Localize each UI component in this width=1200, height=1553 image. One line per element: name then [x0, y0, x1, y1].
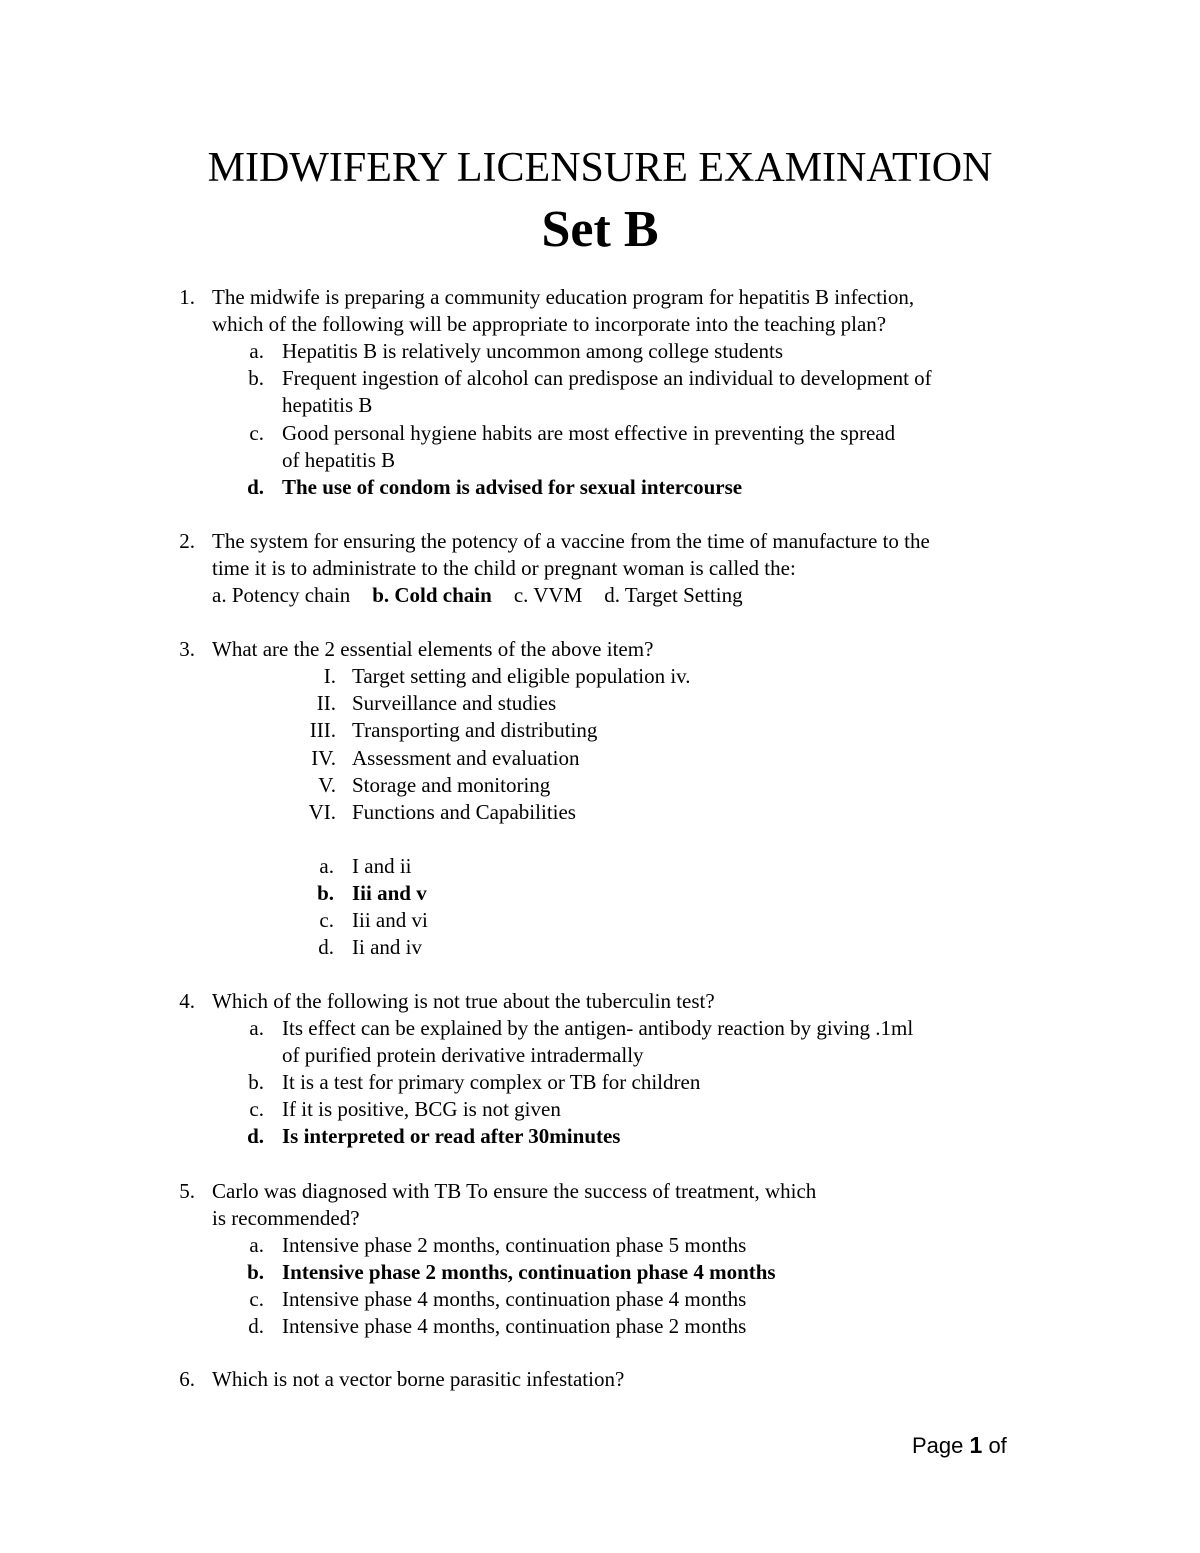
question-stem-line: time it is to administrate to the child or pregnant woman is called the:: [212, 556, 796, 580]
roman-item-text: Transporting and distributing: [352, 718, 598, 742]
option-text: Intensive phase 4 months, continuation phase 2 months: [282, 1314, 747, 1338]
option-letter: c.: [249, 1097, 264, 1121]
question-number: 3.: [179, 637, 195, 661]
inline-option: d. Target Setting: [604, 583, 743, 607]
option-text-correct: The use of condom is advised for sexual intercourse: [282, 475, 743, 499]
question-number: 2.: [179, 529, 195, 553]
inline-option: c. VVM: [513, 583, 583, 607]
question-stem-line: What are the 2 essential elements of the above item?: [212, 637, 654, 661]
question-number: 6.: [179, 1367, 195, 1391]
option-letter-correct: d.: [247, 475, 264, 499]
roman-item-text: Storage and monitoring: [352, 773, 551, 797]
roman-numeral: IV.: [311, 746, 336, 770]
option-text-correct: Is interpreted or read after 30minutes: [282, 1124, 621, 1148]
inline-option: a. Potency chain: [212, 583, 351, 607]
question-stem-line: Carlo was diagnosed with TB To ensure the success of treatment, which: [212, 1179, 817, 1203]
option-letter: c.: [319, 908, 334, 932]
option-text: Its effect can be explained by the antigen- antibody reaction by giving .1ml: [282, 1016, 914, 1040]
question-stem-line: The system for ensuring the potency of a vaccine from the time of manufacture to the: [212, 529, 930, 553]
option-letter: d.: [248, 1314, 264, 1338]
option-letter: a.: [249, 1016, 264, 1040]
inline-option-correct: b. Cold chain: [372, 583, 492, 607]
option-letter-correct: b.: [317, 881, 334, 905]
page-label: Page: [912, 1433, 964, 1458]
roman-numeral: III.: [309, 718, 336, 742]
option-text: Hepatitis B is relatively uncommon among college students: [282, 339, 783, 363]
page-number: 1: [969, 1432, 983, 1458]
option-text-correct: Iii and v: [352, 881, 427, 905]
option-text: Intensive phase 4 months, continuation phase 4 months: [282, 1287, 747, 1311]
option-letter-correct: d.: [247, 1124, 264, 1148]
page-footer: [912, 1431, 1007, 1460]
inline-options: [212, 582, 743, 609]
page-of-label: of: [988, 1433, 1007, 1458]
option-letter-correct: b.: [247, 1260, 264, 1284]
option-letter: b.: [248, 366, 264, 390]
question-stem-line: Which is not a vector borne parasitic infestation?: [212, 1367, 625, 1391]
option-text: If it is positive, BCG is not given: [282, 1097, 561, 1121]
option-text: I and ii: [352, 854, 412, 878]
question-stem-line: Which of the following is not true about the tuberculin test?: [212, 989, 715, 1013]
question-number: 1.: [179, 285, 195, 309]
roman-numeral: I.: [323, 664, 336, 688]
option-text: Frequent ingestion of alcohol can predispose an individual to development of: [282, 366, 932, 390]
option-letter: d.: [318, 935, 334, 959]
question-number: 4.: [179, 989, 195, 1013]
option-letter: c.: [249, 421, 264, 445]
option-text: hepatitis B: [282, 393, 373, 417]
option-letter: b.: [248, 1070, 264, 1094]
option-text: Good personal hygiene habits are most effective in preventing the spread: [282, 421, 896, 445]
roman-numeral: V.: [318, 773, 336, 797]
option-text-correct: Intensive phase 2 months, continuation phase 4 months: [282, 1260, 776, 1284]
roman-numeral: VI.: [308, 800, 336, 824]
option-text: Intensive phase 2 months, continuation phase 5 months: [282, 1233, 747, 1257]
roman-item-text: Target setting and eligible population iv.: [352, 664, 691, 688]
question-number: 5.: [179, 1179, 195, 1203]
roman-item-text: Assessment and evaluation: [352, 746, 580, 770]
option-letter: a.: [249, 1233, 264, 1257]
option-text: It is a test for primary complex or TB for children: [282, 1070, 701, 1094]
roman-numeral: II.: [316, 691, 336, 715]
option-text: Ii and iv: [352, 935, 422, 959]
option-letter: c.: [249, 1287, 264, 1311]
question-stem-line: which of the following will be appropriate to incorporate into the teaching plan?: [212, 312, 887, 336]
question-stem-line: is recommended?: [212, 1206, 360, 1230]
question-stem-line: The midwife is preparing a community education program for hepatitis B infection,: [212, 285, 915, 309]
option-letter: a.: [249, 339, 264, 363]
option-text: of hepatitis B: [282, 448, 396, 472]
option-text: Iii and vi: [352, 908, 428, 932]
page-subtitle: Set B: [541, 201, 659, 258]
roman-item-text: Functions and Capabilities: [352, 800, 576, 824]
option-text: of purified protein derivative intradermally: [282, 1043, 644, 1067]
option-letter: a.: [319, 854, 334, 878]
page-title: MIDWIFERY LICENSURE EXAMINATION: [207, 145, 993, 191]
roman-item-text: Surveillance and studies: [352, 691, 557, 715]
